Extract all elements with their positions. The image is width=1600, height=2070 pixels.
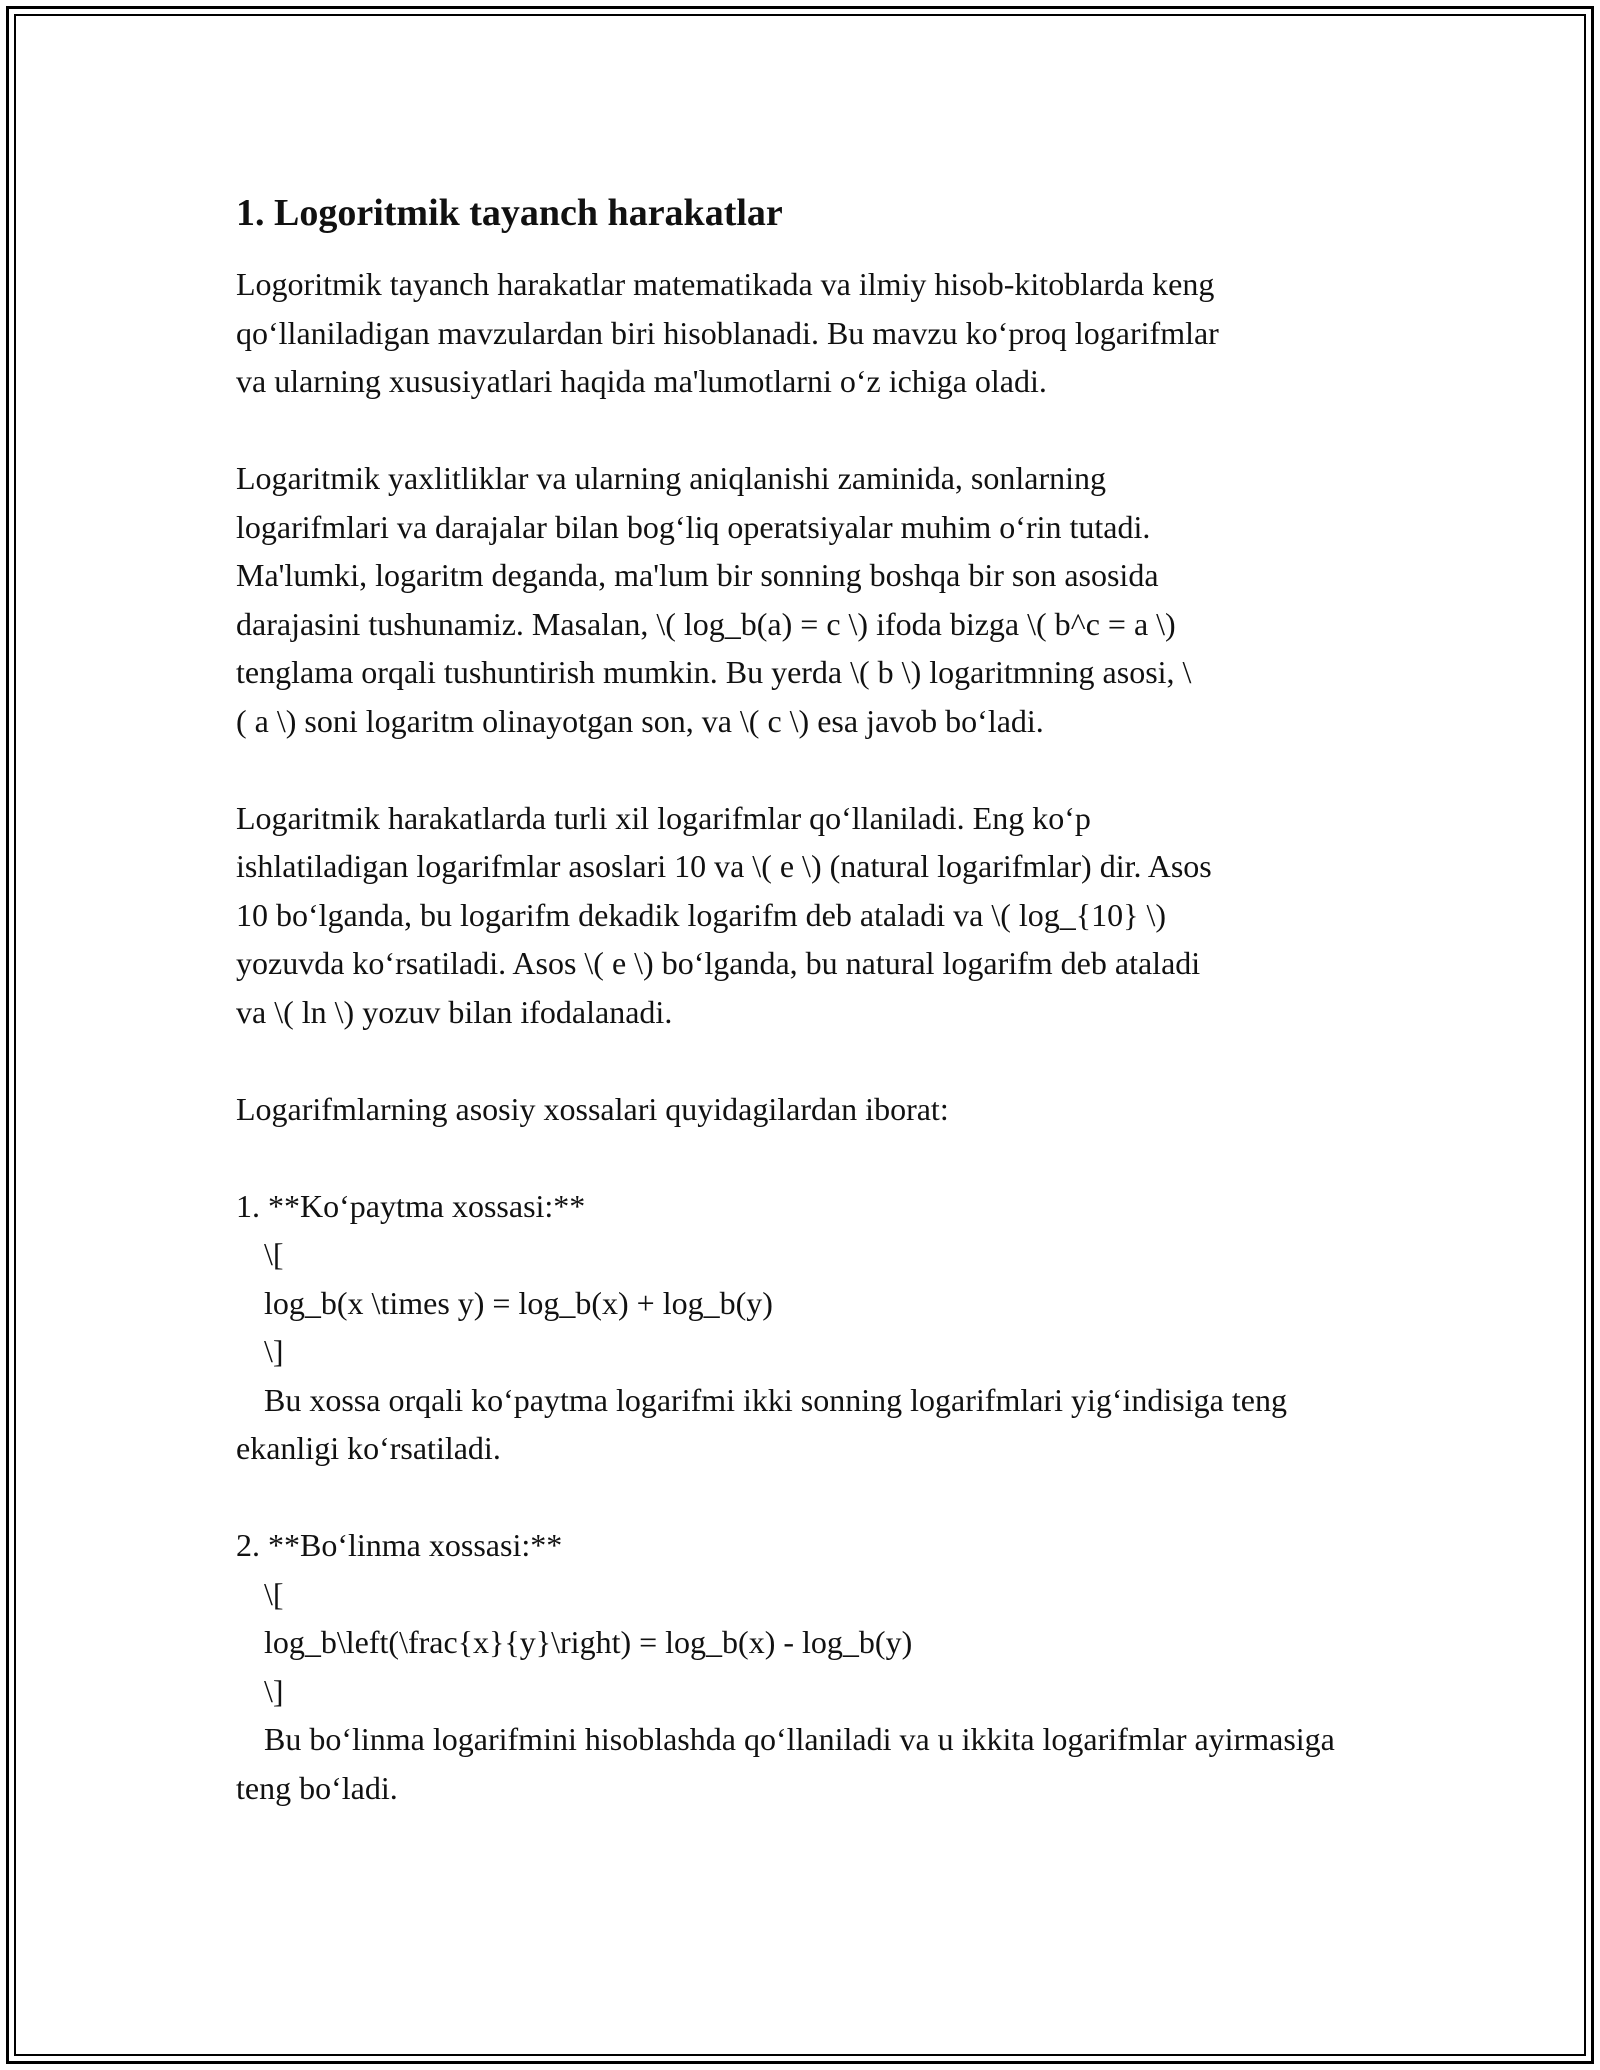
product-property bbox=[236, 1182, 1376, 1473]
quotient-property bbox=[236, 1521, 1376, 1812]
logarithm-types-paragraph: Logaritmik harakatlarda turli xil logarifmlar qo‘llaniladi. Eng ko‘p ishlatiladigan logarifmlar asoslari 10 va \( e \) (natural logarifmlar) dir. Asos 10 bo‘lganda, bu logarifm dekadik logarifm deb ataladi va \( log_{10} \) yozuvda ko‘rsatiladi. Asos \( e \) bo‘lganda, bu natural logarifm deb ataladi va \( ln \) yozuv bilan ifodalanadi. bbox=[236, 799, 1212, 1030]
property-title: 1. **Ko‘paytma xossasi:** bbox=[236, 1187, 586, 1224]
property-title: 2. **Bo‘linma xossasi:** bbox=[236, 1527, 563, 1563]
formula-open: \[ bbox=[264, 1575, 284, 1612]
properties-intro-paragraph: Logarifmlarning asosiy xossalari quyidagilardan iborat: bbox=[236, 1090, 949, 1127]
definition-paragraph: Logaritmik yaxlitliklar va ularning aniqlanishi zaminida, sonlarning logarifmlari va darajalar bilan bog‘liq operatsiyalar muhim o‘rin tutadi. Ma'lumki, logaritm deganda, ma'lum bir sonning boshqa bir son asosida darajasini tushunamiz. Masalan, \( log_b(a) = c \) ifoda bizga \( b^c = a \) tenglama orqali tushuntirish mumkin. Bu yerda \( b \) logaritmning asosi, \ ( a \) soni logaritm olinayotgan son, va \( c \) esa javob bo‘ladi. bbox=[236, 460, 1192, 739]
formula-close: \] bbox=[264, 1672, 284, 1709]
property-description: Bu xossa orqali ko‘paytma logarifmi ikki sonning logarifmlari yig‘indisiga teng ekanligi ko‘rsatiladi. bbox=[236, 1381, 1287, 1466]
section-heading: 1. Logoritmik tayanch harakatlar bbox=[236, 192, 783, 234]
formula: log_b(x \times y) = log_b(x) + log_b(y) bbox=[264, 1284, 773, 1321]
formula-open: \[ bbox=[264, 1236, 284, 1272]
document-body bbox=[236, 186, 1376, 1861]
formula-close: \] bbox=[264, 1333, 284, 1369]
intro-paragraph: Logoritmik tayanch harakatlar matematikada va ilmiy hisob-kitoblarda keng qo‘llaniladigan mavzulardan biri hisoblanadi. Bu mavzu ko‘proq logarifmlar va ularning xususiyatlari haqida ma'lumotlarni o‘z ichiga oladi. bbox=[236, 266, 1219, 399]
formula: log_b\left(\frac{x}{y}\right) = log_b(x) - log_b(y) bbox=[264, 1624, 913, 1660]
property-description: Bu bo‘linma logarifmini hisoblashda qo‘llaniladi va u ikkita logarifmlar ayirmasiga teng bo‘ladi. bbox=[236, 1721, 1335, 1806]
